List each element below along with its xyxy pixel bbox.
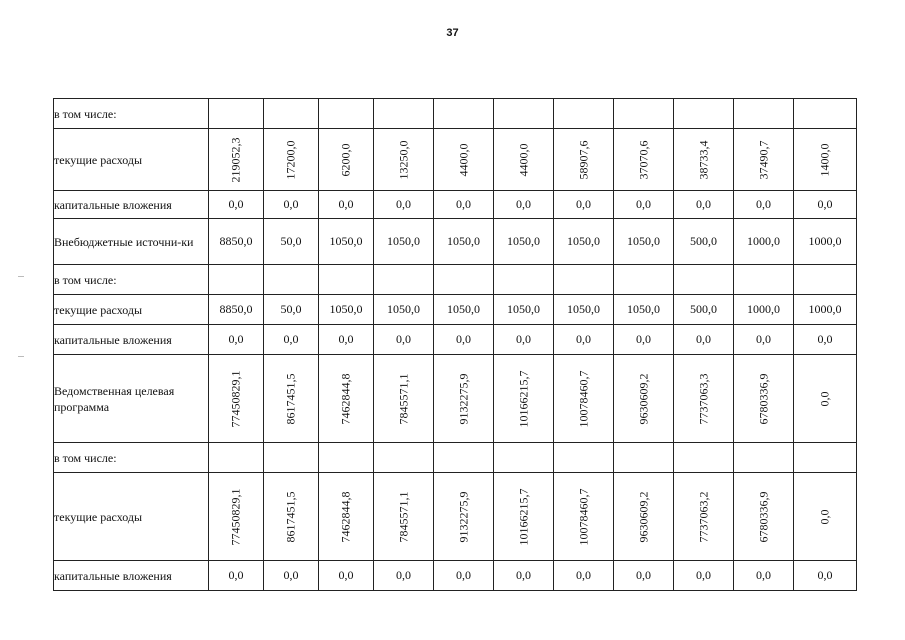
table-cell: 1050,0 xyxy=(614,295,674,325)
table-cell: 0,0 xyxy=(734,191,794,219)
table-cell: 1050,0 xyxy=(554,219,614,265)
table-cell xyxy=(209,99,264,129)
cell-value: 7462844,8 xyxy=(338,491,353,542)
table-cell xyxy=(264,99,319,129)
table-cell xyxy=(319,443,374,473)
table-cell xyxy=(264,443,319,473)
row-label: текущие расходы xyxy=(54,295,209,325)
table-cell xyxy=(614,129,674,191)
table-cell: 0,0 xyxy=(734,325,794,355)
table-cell xyxy=(264,129,319,191)
table-cell xyxy=(434,99,494,129)
table-cell: 0,0 xyxy=(494,191,554,219)
cell-value: 13250,0 xyxy=(396,140,410,179)
table-cell xyxy=(734,265,794,295)
cell-value: 6780336,9 xyxy=(756,373,770,424)
table-cell xyxy=(374,265,434,295)
table-cell: 0,0 xyxy=(614,325,674,355)
table-cell xyxy=(674,129,734,191)
table-cell: 0,0 xyxy=(434,561,494,591)
table-cell xyxy=(209,129,264,191)
table-cell xyxy=(374,99,434,129)
table-cell: 0,0 xyxy=(264,191,319,219)
cell-value: 77450829,1 xyxy=(228,488,243,545)
table-cell: 500,0 xyxy=(674,295,734,325)
table-row xyxy=(54,129,857,191)
table-cell xyxy=(264,355,319,443)
table-cell: 50,0 xyxy=(264,295,319,325)
table-cell: 8850,0 xyxy=(209,295,264,325)
table-cell xyxy=(374,129,434,191)
table-row xyxy=(54,295,857,325)
table-cell: 1050,0 xyxy=(434,219,494,265)
cell-value: 10078460,7 xyxy=(576,488,590,545)
row-label: капитальные вложения xyxy=(54,191,209,219)
cell-value: 6200,0 xyxy=(338,143,353,176)
row-label: в том числе: xyxy=(54,265,209,295)
table-cell: 0,0 xyxy=(674,561,734,591)
table-cell xyxy=(614,99,674,129)
table-cell: 1000,0 xyxy=(794,219,857,265)
table-cell: 0,0 xyxy=(374,191,434,219)
table-row xyxy=(54,355,857,443)
table-cell xyxy=(209,443,264,473)
table-cell: 50,0 xyxy=(264,219,319,265)
table-cell xyxy=(554,355,614,443)
table-cell: 0,0 xyxy=(494,561,554,591)
table-cell: 0,0 xyxy=(209,191,264,219)
cell-value: 4400,0 xyxy=(456,143,470,176)
table-cell xyxy=(374,443,434,473)
table-cell: 0,0 xyxy=(554,191,614,219)
table-cell xyxy=(494,443,554,473)
table-cell xyxy=(794,265,857,295)
table-row xyxy=(54,443,857,473)
table-cell xyxy=(494,473,554,561)
table-cell xyxy=(794,355,857,443)
cell-value: 9132275,9 xyxy=(456,491,470,542)
table-cell xyxy=(374,355,434,443)
table-cell xyxy=(434,443,494,473)
cell-value: 37070,6 xyxy=(636,140,650,179)
table-cell: 0,0 xyxy=(319,191,374,219)
table-cell: 0,0 xyxy=(319,325,374,355)
table-cell xyxy=(734,443,794,473)
table-cell xyxy=(209,355,264,443)
cell-value: 8617451,5 xyxy=(283,373,298,424)
table-row xyxy=(54,473,857,561)
table-row xyxy=(54,99,857,129)
table-cell xyxy=(734,355,794,443)
table-cell: 1050,0 xyxy=(494,219,554,265)
table-cell xyxy=(494,265,554,295)
table-cell: 1050,0 xyxy=(434,295,494,325)
table-cell: 500,0 xyxy=(674,219,734,265)
table-cell xyxy=(319,129,374,191)
table-cell: 0,0 xyxy=(794,325,857,355)
cell-value: 1400,0 xyxy=(817,143,832,176)
cell-value: 9132275,9 xyxy=(456,373,470,424)
cell-value: 37490,7 xyxy=(756,140,770,179)
cell-value: 10166215,7 xyxy=(516,488,530,545)
row-label: Ведомственная целевая программа xyxy=(54,355,209,443)
table-row xyxy=(54,191,857,219)
table-cell xyxy=(554,99,614,129)
table-cell xyxy=(209,473,264,561)
table-cell: 0,0 xyxy=(794,561,857,591)
table-cell xyxy=(434,265,494,295)
table-row xyxy=(54,265,857,295)
table-cell: 0,0 xyxy=(494,325,554,355)
table-cell: 0,0 xyxy=(614,191,674,219)
table-cell xyxy=(434,129,494,191)
table-cell: 1000,0 xyxy=(734,295,794,325)
cell-value: 9630609,2 xyxy=(636,491,650,542)
row-label: текущие расходы xyxy=(54,129,209,191)
cell-value: 0,0 xyxy=(817,391,832,406)
table-cell xyxy=(554,473,614,561)
table-cell xyxy=(614,355,674,443)
cell-value: 219052,3 xyxy=(228,137,243,182)
cell-value: 9630609,2 xyxy=(636,373,650,424)
cell-value: 4400,0 xyxy=(516,143,530,176)
cell-value: 7737063,3 xyxy=(696,373,710,424)
table-cell xyxy=(794,473,857,561)
cell-value: 7845571,1 xyxy=(396,373,410,424)
table-cell: 0,0 xyxy=(554,561,614,591)
table-cell xyxy=(494,129,554,191)
margin-mark xyxy=(18,356,24,357)
table-cell: 0,0 xyxy=(734,561,794,591)
table-cell xyxy=(734,129,794,191)
cell-value: 38733,4 xyxy=(696,140,710,179)
table-cell xyxy=(494,99,554,129)
table-cell: 1050,0 xyxy=(494,295,554,325)
table-cell xyxy=(494,355,554,443)
table-cell: 0,0 xyxy=(674,191,734,219)
table-cell: 0,0 xyxy=(794,191,857,219)
row-label: в том числе: xyxy=(54,443,209,473)
table-cell: 0,0 xyxy=(554,325,614,355)
table-cell: 0,0 xyxy=(264,325,319,355)
row-label: в том числе: xyxy=(54,99,209,129)
cell-value: 7845571,1 xyxy=(396,491,410,542)
table-cell xyxy=(674,99,734,129)
table-cell: 0,0 xyxy=(374,561,434,591)
margin-mark xyxy=(18,276,24,277)
row-label: Внебюджетные источни-ки xyxy=(54,219,209,265)
table-cell: 1050,0 xyxy=(319,295,374,325)
cell-value: 6780336,9 xyxy=(756,491,770,542)
table-cell: 1050,0 xyxy=(374,295,434,325)
table-cell: 0,0 xyxy=(434,191,494,219)
table-cell xyxy=(554,265,614,295)
table-cell: 1000,0 xyxy=(794,295,857,325)
table-cell xyxy=(794,129,857,191)
table-cell: 0,0 xyxy=(374,325,434,355)
row-label: капитальные вложения xyxy=(54,561,209,591)
table-cell xyxy=(319,99,374,129)
cell-value: 58907,6 xyxy=(576,140,590,179)
table-cell xyxy=(674,473,734,561)
table-cell xyxy=(554,443,614,473)
row-label: капитальные вложения xyxy=(54,325,209,355)
table-cell xyxy=(674,265,734,295)
budget-table xyxy=(53,98,857,591)
table-cell xyxy=(674,443,734,473)
table-row xyxy=(54,325,857,355)
table-cell xyxy=(434,355,494,443)
table-cell: 1050,0 xyxy=(554,295,614,325)
table-row xyxy=(54,219,857,265)
table-cell: 0,0 xyxy=(674,325,734,355)
page-number: 37 xyxy=(446,27,459,39)
table-cell xyxy=(554,129,614,191)
table-cell: 0,0 xyxy=(319,561,374,591)
table-cell: 0,0 xyxy=(209,325,264,355)
cell-value: 7737063,2 xyxy=(696,491,710,542)
table-cell xyxy=(794,443,857,473)
table-cell xyxy=(734,473,794,561)
table-cell xyxy=(734,99,794,129)
cell-value: 10078460,7 xyxy=(576,370,590,427)
table-cell: 8850,0 xyxy=(209,219,264,265)
table-cell xyxy=(434,473,494,561)
table-cell: 1050,0 xyxy=(374,219,434,265)
cell-value: 0,0 xyxy=(817,509,832,524)
table-cell: 0,0 xyxy=(264,561,319,591)
table-cell: 0,0 xyxy=(614,561,674,591)
table-row xyxy=(54,561,857,591)
cell-value: 77450829,1 xyxy=(228,370,243,427)
table-cell: 1050,0 xyxy=(614,219,674,265)
cell-value: 10166215,7 xyxy=(516,370,530,427)
table-cell xyxy=(319,473,374,561)
row-label: текущие расходы xyxy=(54,473,209,561)
table-cell xyxy=(374,473,434,561)
cell-value: 8617451,5 xyxy=(283,491,298,542)
table-cell: 1000,0 xyxy=(734,219,794,265)
table-cell xyxy=(264,265,319,295)
table-cell: 0,0 xyxy=(434,325,494,355)
table-cell xyxy=(319,355,374,443)
table-cell xyxy=(614,265,674,295)
table-cell xyxy=(264,473,319,561)
table-cell xyxy=(209,265,264,295)
cell-value: 17200,0 xyxy=(283,140,298,179)
table-cell xyxy=(674,355,734,443)
cell-value: 7462844,8 xyxy=(338,373,353,424)
table-cell: 1050,0 xyxy=(319,219,374,265)
table-cell xyxy=(614,443,674,473)
table-cell: 0,0 xyxy=(209,561,264,591)
table-cell xyxy=(794,99,857,129)
table-cell xyxy=(614,473,674,561)
table-cell xyxy=(319,265,374,295)
